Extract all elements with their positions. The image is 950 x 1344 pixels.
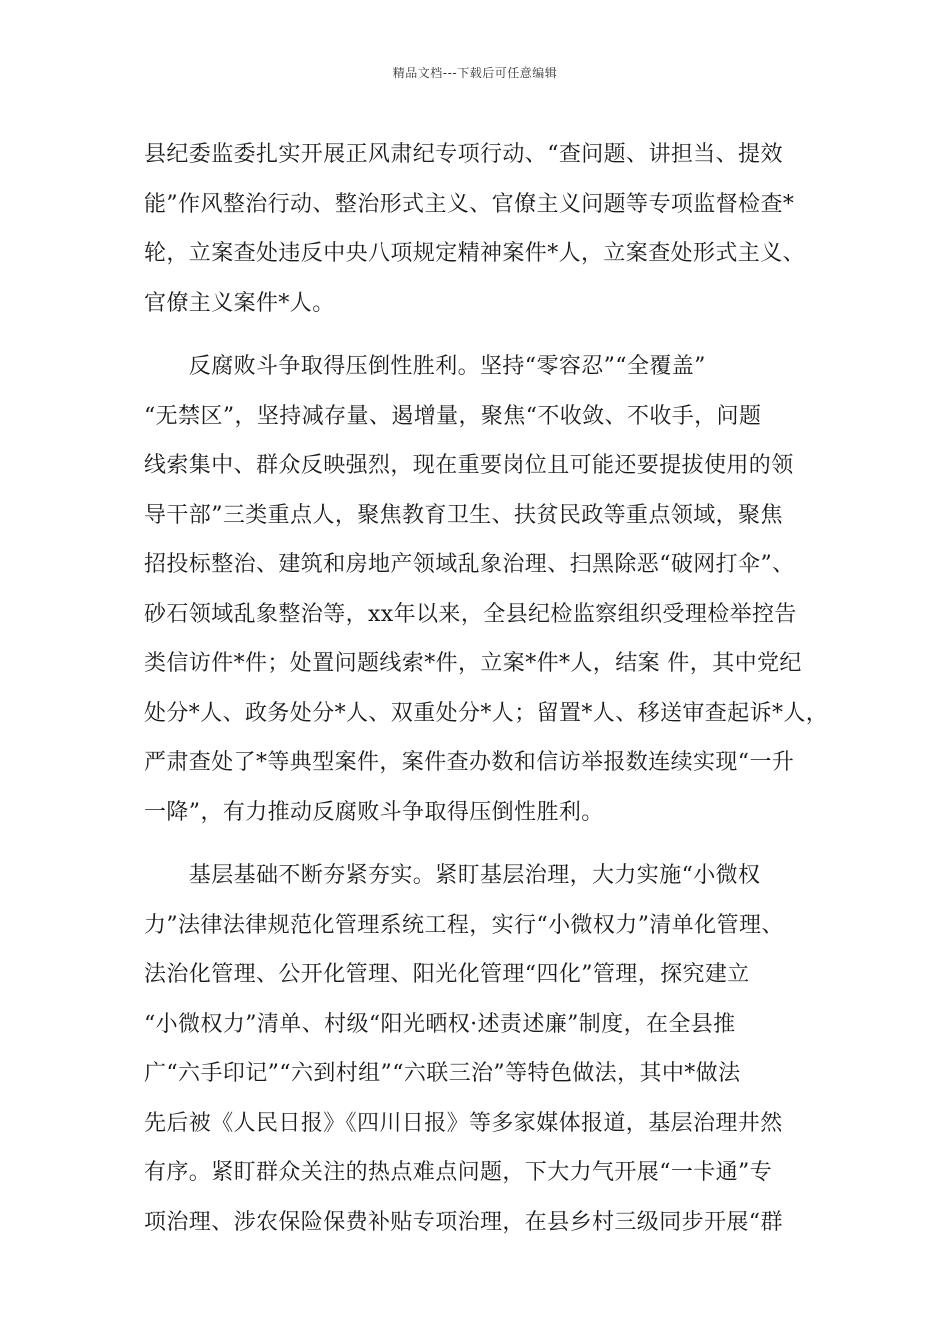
text-line: 类信访件*件；处置问题线索*件，立案*件*人，结案 件，其中党纪	[144, 651, 802, 676]
text-line: “小微权力”清单、村级“阳光晒权·述责述廉”制度，在全县推	[144, 1011, 736, 1037]
paragraph-gap	[144, 328, 824, 342]
text-line: 先后被《人民日报》《四川日报》等多家媒体报道，基层治理井然	[144, 1110, 783, 1136]
paragraph-gap	[144, 837, 824, 851]
text-line: 线索集中、群众反映强烈，现在重要岗位且可能还要提拔使用的领	[144, 453, 794, 478]
text-line: 力”法律法律规范化管理系统工程，实行“小微权力”清单化管理、	[144, 912, 784, 938]
text-line: 导干部”三类重点人，聚焦教育卫生、扶贫民政等重点领域，聚焦	[144, 502, 783, 528]
document-body	[144, 130, 829, 1247]
text-line: 官僚主义案件*人。	[144, 290, 335, 316]
text-line: 招投标整治、建筑和房地产领域乱象治理、扫黑除恶“破网打伞”、	[144, 552, 795, 577]
text-line: 砂石领域乱象整治等，xx年以来，全县纪检监察组织受理检举控告	[144, 601, 797, 627]
paragraph-3	[144, 851, 824, 1247]
document-header: 精品文档---下载后可任意编辑	[392, 66, 558, 80]
text-line: 处分*人、政务处分*人、双重处分*人；留置*人、移送审查起诉*人，	[144, 700, 829, 726]
text-line: 项治理、涉农保险保费补贴专项治理，在县乡村三级同步开展“群	[144, 1209, 783, 1235]
text-line: 广“六手印记”“六到村组”“六联三治”等特色做法，其中*做法	[144, 1061, 741, 1086]
text-line: 一降”，有力推动反腐败斗争取得压倒性胜利。	[144, 799, 604, 825]
text-line: “无禁区”，坚持减存量、遏增量，聚焦“不收敛、不收手，问题	[144, 403, 762, 429]
text-line: 能”作风整治行动、整治形式主义、官僚主义问题等专项监督检查*	[144, 191, 795, 217]
text-line: 严肃查处了*等典型案件，案件查办数和信访举报数连续实现“一升	[144, 750, 795, 775]
text-line: 有序。紧盯群众关注的热点难点问题，下大力气开展“一卡通”专	[144, 1160, 773, 1185]
text-line: 基层基础不断夯紧夯实。紧盯基层治理，大力实施“小微权	[144, 863, 761, 888]
text-line: 法治化管理、公开化管理、阳光化管理“四化”管理，探究建立	[144, 962, 750, 987]
text-line: 轮，立案查处违反中央八项规定精神案件*人，立案查处形式主义、	[144, 241, 806, 266]
text-line: 反腐败斗争取得压倒性胜利。坚持“零容忍”“全覆盖”	[144, 354, 706, 379]
text-line: 县纪委监委扎实开展正风肃纪专项行动、“查问题、讲担当、提效	[144, 142, 783, 167]
paragraph-1	[144, 130, 824, 328]
paragraph-2	[144, 342, 829, 837]
